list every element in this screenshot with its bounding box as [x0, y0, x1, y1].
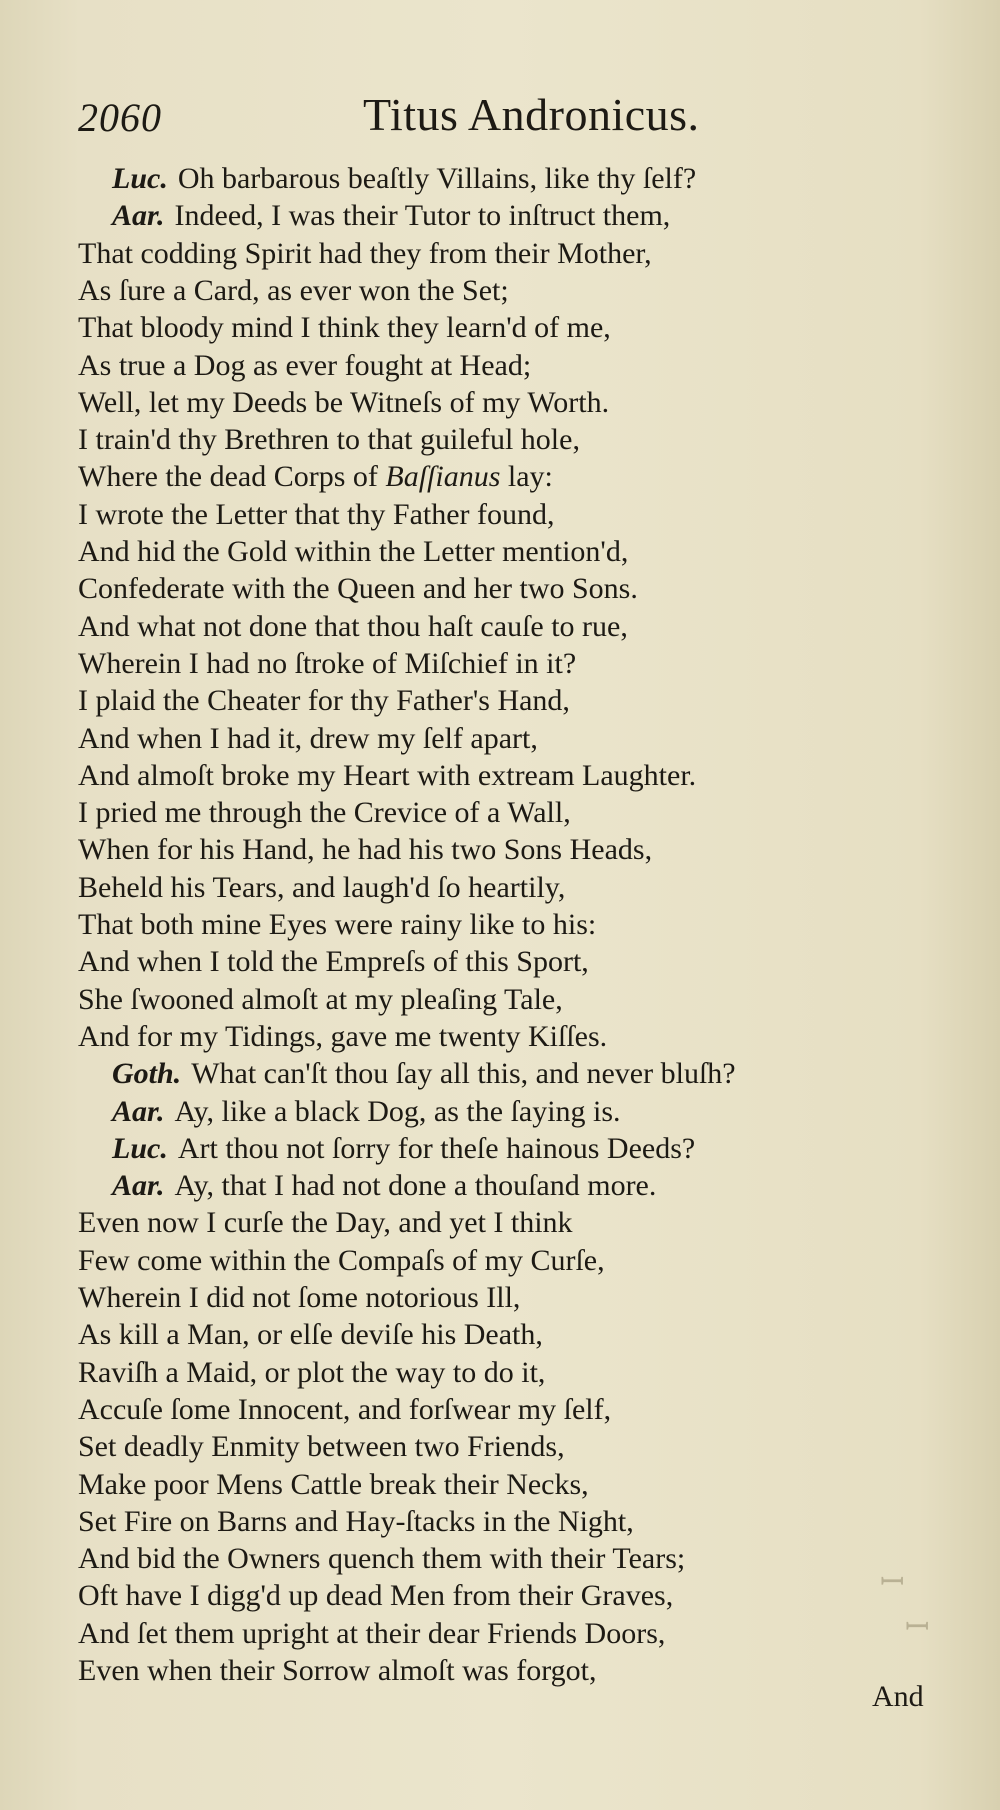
show-through-mark: ꟷ: [880, 1566, 905, 1599]
line-text: And bid the Owners quench them with their Tears;: [78, 1542, 686, 1576]
verse-line: [112, 1055, 736, 1092]
verse-line: [78, 570, 638, 607]
line-text: As ſure a Card, as ever won the Set;: [78, 273, 509, 307]
speaker-prefix: Aar.: [112, 199, 165, 233]
line-text: Oft have I digg'd up dead Men from their Graves,: [78, 1579, 674, 1613]
line-text: Well, let my Deeds be Witneſs of my Worth.: [78, 385, 610, 419]
line-text: And almoſt broke my Heart with extream Laughter.: [78, 758, 697, 792]
line-text: I train'd thy Brethren to that guileful hole,: [78, 423, 580, 457]
verse-line: [78, 1354, 545, 1391]
line-text: Even now I curſe the Day, and yet I think: [78, 1206, 573, 1240]
line-text: That both mine Eyes were rainy like to his:: [78, 908, 597, 941]
verse-line: [78, 1466, 589, 1503]
page-number: 2060: [78, 95, 162, 140]
verse-line: [112, 1167, 656, 1204]
line-text: Set Fire on Barns and Hay-ſtacks in the Night,: [78, 1504, 634, 1538]
speaker-prefix: Aar.: [112, 1169, 165, 1203]
verse-line: [78, 831, 652, 868]
character-name: Baſſianus: [385, 460, 501, 494]
verse-line: [78, 309, 611, 346]
line-text: I wrote the Letter that thy Father found,: [78, 497, 555, 531]
verse-line: [78, 1503, 634, 1540]
verse-line: [78, 682, 570, 719]
verse-line: [78, 757, 696, 794]
speaker-prefix: Luc.: [112, 1131, 168, 1165]
verse-line: [78, 1242, 605, 1279]
line-text: Even when their Sorrow almoſt was forgot,: [78, 1654, 597, 1687]
verse-line: [112, 1093, 621, 1130]
line-text: And when I told the Empreſs of this Sport,: [78, 945, 589, 979]
verse-line: [78, 981, 563, 1018]
verse-line: [78, 608, 628, 645]
verse-line: [78, 906, 596, 943]
line-text: That bloody mind I think they learn'd of me,: [78, 311, 611, 345]
line-text: She ſwooned almoſt at my pleaſing Tale,: [78, 982, 563, 1016]
page-header: [78, 88, 938, 148]
verse-line: [78, 1204, 573, 1241]
line-text: Ay, like a black Dog, as the ſaying is.: [174, 1094, 621, 1128]
speaker-prefix: Aar.: [112, 1094, 165, 1128]
verse-line: [78, 421, 580, 458]
speaker-prefix: Luc.: [112, 162, 168, 195]
line-text: I pried me through the Crevice of a Wall,: [78, 796, 571, 830]
line-text: And when I had it, drew my ſelf apart,: [78, 721, 538, 755]
verse-line: [112, 197, 670, 234]
verse-line: [78, 645, 576, 682]
line-text: As true a Dog as ever fought at Head;: [78, 348, 532, 382]
line-text: Raviſh a Maid, or plot the way to do it,: [78, 1355, 546, 1389]
line-text: And hid the Gold within the Letter mention'd,: [78, 535, 629, 568]
catchword: And: [872, 1680, 924, 1713]
verse-line: [78, 272, 509, 309]
line-text: Indeed, I was their Tutor to inſtruct them,: [174, 199, 671, 233]
line-text: Art thou not ſorry for theſe hainous Deeds?: [177, 1131, 696, 1165]
verse-line: [78, 720, 538, 757]
line-text: And ſet them upright at their dear Friends Doors,: [78, 1616, 666, 1650]
line-text: I plaid the Cheater for thy Father's Hand,: [78, 684, 570, 718]
line-text: Oh barbarous beaſtly Villains, like thy ſelf?: [177, 162, 697, 195]
line-text: What can'ſt thou ſay all this, and never bluſh?: [191, 1057, 736, 1091]
show-through-mark: ꟷ: [905, 1611, 930, 1644]
line-text: Accuſe ſome Innocent, and forſwear my ſelf,: [78, 1392, 612, 1426]
line-text: When for his Hand, he had his two Sons Heads,: [78, 833, 653, 867]
verse-line: [78, 1615, 665, 1652]
line-text: And what not done that thou haſt cauſe to rue,: [78, 609, 628, 643]
verse-line: [78, 943, 589, 980]
verse-line: [78, 384, 609, 421]
verse-line: [78, 1652, 597, 1689]
verse-line: [78, 1540, 685, 1577]
verse-line: [78, 1316, 543, 1353]
verse-line: [78, 533, 628, 570]
verse-line: [78, 1018, 607, 1055]
verse-line: [78, 1391, 611, 1428]
verse-line: [78, 1279, 520, 1316]
line-text: Beheld his Tears, and laugh'd ſo heartily,: [78, 870, 566, 904]
verse-line: [112, 1130, 695, 1167]
line-text: Where the dead Corps of: [78, 460, 386, 494]
verse-line: [78, 458, 553, 495]
line-text: That codding Spirit had they from their Mother,: [78, 236, 652, 270]
line-text: Confederate with the Queen and her two Sons.: [78, 572, 638, 606]
line-text-rest: lay:: [500, 460, 553, 494]
verse-line: [78, 794, 571, 831]
line-text: Wherein I did not ſome notorious Ill,: [78, 1281, 521, 1314]
line-text: Few come within the Compaſs of my Curſe,: [78, 1243, 605, 1277]
verse-line: [78, 1428, 565, 1465]
verse-line: [78, 347, 531, 384]
verse-line: [78, 1577, 673, 1614]
verse-line: [78, 496, 555, 533]
line-text: Wherein I had no ſtroke of Miſchief in it?: [78, 646, 577, 680]
running-title: Titus Andronicus.: [363, 89, 700, 140]
line-text: Ay, that I had not done a thouſand more.: [174, 1169, 657, 1203]
line-text: As kill a Man, or elſe deviſe his Death,: [78, 1318, 543, 1352]
line-text: And for my Tidings, gave me twenty Kiſſes.: [78, 1019, 608, 1053]
speaker-prefix: Goth.: [112, 1057, 182, 1091]
line-text: Set deadly Enmity between two Friends,: [78, 1430, 565, 1464]
line-text: Make poor Mens Cattle break their Necks,: [78, 1467, 589, 1501]
verse-line: [78, 235, 652, 272]
verse-line: [112, 160, 696, 197]
verse-line: [78, 869, 565, 906]
